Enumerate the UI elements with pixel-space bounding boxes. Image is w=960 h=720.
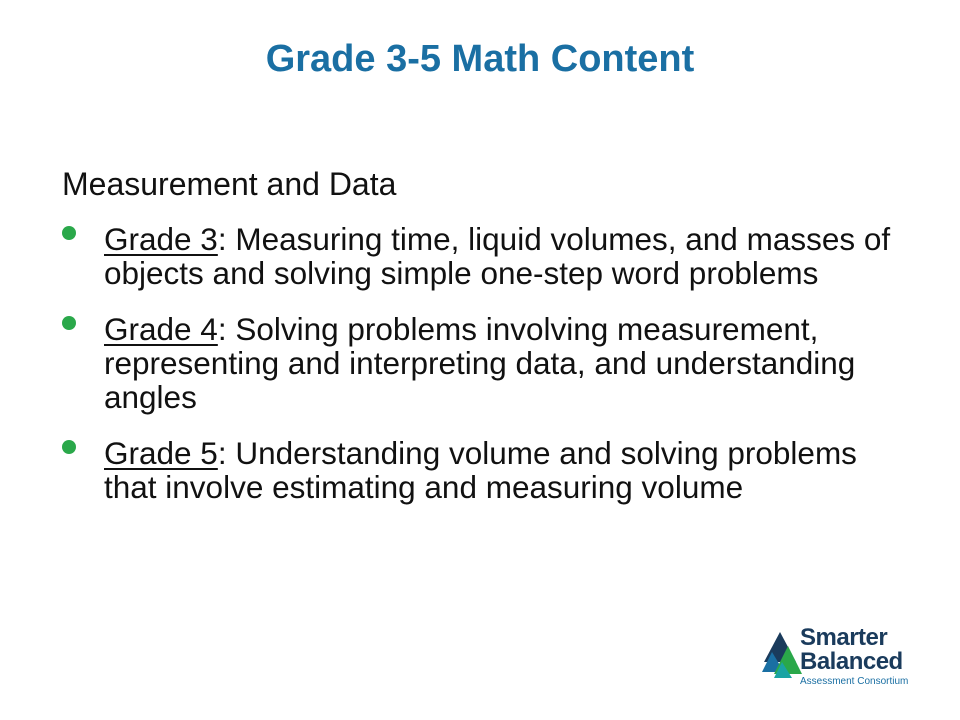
triangle-logo-icon	[762, 628, 802, 686]
logo-tagline: Assessment Consortium	[800, 676, 909, 687]
grade-label: Grade 5	[104, 435, 218, 471]
smarter-balanced-logo	[762, 624, 932, 687]
bullet-dot-icon	[62, 316, 76, 330]
grade-label: Grade 4	[104, 311, 218, 347]
bullet-grade-3	[62, 222, 902, 290]
grade-label: Grade 3	[104, 221, 218, 257]
bullet-dot-icon	[62, 440, 76, 454]
bullet-text: : Measuring time, liquid volumes, and masses of objects and solving simple one-step word problems	[104, 221, 891, 291]
bullet-list	[62, 222, 902, 526]
bullet-text: : Understanding volume and solving problems that involve estimating and measuring volume	[104, 435, 857, 505]
bullet-grade-4	[62, 312, 902, 414]
logo-line-2: Balanced	[800, 648, 903, 675]
logo-line-1: Smarter	[800, 624, 888, 651]
section-heading: Measurement and Data	[62, 166, 397, 202]
bullet-dot-icon	[62, 226, 76, 240]
bullet-grade-5	[62, 436, 902, 504]
bullet-text: : Solving problems involving measurement, representing and interpreting data, and understanding angles	[104, 311, 856, 415]
slide-title: Grade 3-5 Math Content	[265, 38, 695, 80]
